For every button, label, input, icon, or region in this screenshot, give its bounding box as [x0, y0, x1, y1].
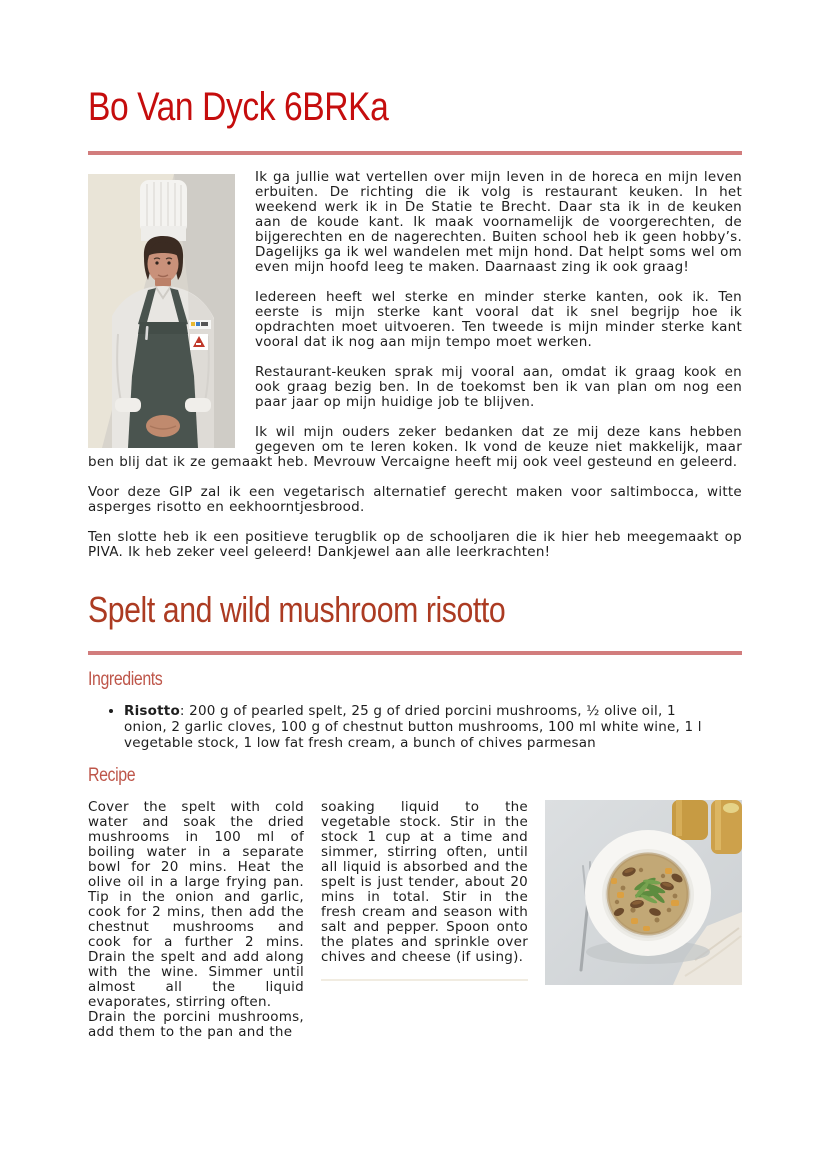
bio-paragraph-4: Ik wil mijn ouders zeker bedanken dat ze mij deze kans hebben gegeven om te leren koken. Ik vond de keuze niet makkelijk, maar ben blij dat ik ze gemaakt heb. Mevrouw Vercaigne heeft mij ook veel gesteund en geleerd. — [88, 424, 742, 470]
column-faint-divider — [321, 979, 528, 981]
ingredients-item-label: Risotto — [124, 703, 180, 720]
bio-paragraph-5: Voor deze GIP zal ik een vegetarisch alternatief gerecht maken voor saltimbocca, witte asperges risotto en eekhoorntjesbrood. — [88, 484, 742, 515]
recipe-title-text: Spelt and wild mushroom risotto — [88, 589, 506, 630]
bio-paragraph-3: Restaurant-keuken sprak mij vooral aan, omdat ik graag kook en ook graag bezig ben. In de toekomst ben ik van plan om nog een paar jaar op mijn huidige job te blijven. — [255, 364, 742, 410]
bio-paragraph-6: Ten slotte heb ik een positieve terugblik op de schooljaren die ik hier heb meegemaakt op PIVA. Ik heb zeker veel geleerd! Dankjewel aan alle leerkrachten! — [88, 529, 742, 560]
ingredients-item — [124, 703, 718, 751]
recipe-divider — [88, 651, 742, 655]
recipe-title — [88, 589, 742, 630]
bio-paragraph-2: Iedereen heeft wel sterke en minder sterke kanten, ook ik. Ten eerste is mijn sterke kant vooral dat ik snel begrijp hoe ik opdrachten moet uitvoeren. Ten tweede is mijn minder sterke kant vooral dat ik nog aan mijn tempo moet werken. — [255, 289, 742, 350]
recipe-heading-text: Recipe — [88, 765, 136, 787]
student-photo — [88, 174, 235, 448]
bio-paragraph-1: Ik ga jullie wat vertellen over mijn leven in de horeca en mijn leven erbuiten. De richting die ik volg is restaurant keuken. In het weekend werk ik in De Statie te Brecht. Daar sta ik in de keuken aan de koude kant. Ik maak voornamelijk de voorgerechten, de bijgerechten en de nagerechten. Buiten school heb ik geen hobby’s. Dagelijks ga ik wel wandelen met mijn hond. Dat helpt soms wel om even mijn hoofd leeg te maken. Daarnaast zing ik ook graag! — [255, 169, 742, 275]
ingredients-heading — [88, 669, 742, 692]
title-divider — [88, 151, 742, 155]
ingredients-heading-text: Ingredients — [88, 669, 163, 691]
page-title — [88, 0, 742, 130]
recipe-column-2 — [321, 800, 528, 1040]
recipe-columns — [88, 800, 742, 1040]
recipe-column-3 — [545, 800, 742, 1040]
page-title-text: Bo Van Dyck 6BRKa — [88, 85, 389, 129]
ingredients-list — [110, 703, 742, 751]
ingredients-item-text: : 200 g of pearled spelt, 25 g of dried porcini mushrooms, ½ olive oil, 1 onion, 2 garlic cloves, 100 g of chestnut button mushrooms, 100 ml white wine, 1 l vegetable stock, 1 low fat fresh cream, a bunch of chives parmesan — [124, 703, 702, 752]
recipe-step-text-2: Drain the porcini mushrooms, add them to the pan and the — [88, 1008, 304, 1040]
recipe-heading — [88, 765, 742, 788]
dish-photo — [545, 800, 742, 985]
recipe-step-text-3: soaking liquid to the vegetable stock. Stir in the stock 1 cup at a time and simmer, stirring often, until all liquid is absorbed and the spelt is just tender, about 20 mins in total. Stir in the fresh cream and season with salt and pepper. Spoon onto the plates and sprinkle over chives and cheese (if using). — [320, 798, 528, 965]
recipe-step-text-1: Cover the spelt with cold water and soak the dried mushrooms in 100 ml of boiling water in a separate bowl for 20 mins. Heat the olive oil in a large frying pan. Tip in the onion and garlic, cook for 2 mins, then add the chestnut mushrooms and cook for a further 2 mins. Drain the spelt and add along with the wine. Simmer until almost all the liquid evaporates, stirring often. — [88, 798, 304, 1010]
recipe-column-1 — [88, 800, 304, 1040]
biography-section — [88, 170, 742, 575]
